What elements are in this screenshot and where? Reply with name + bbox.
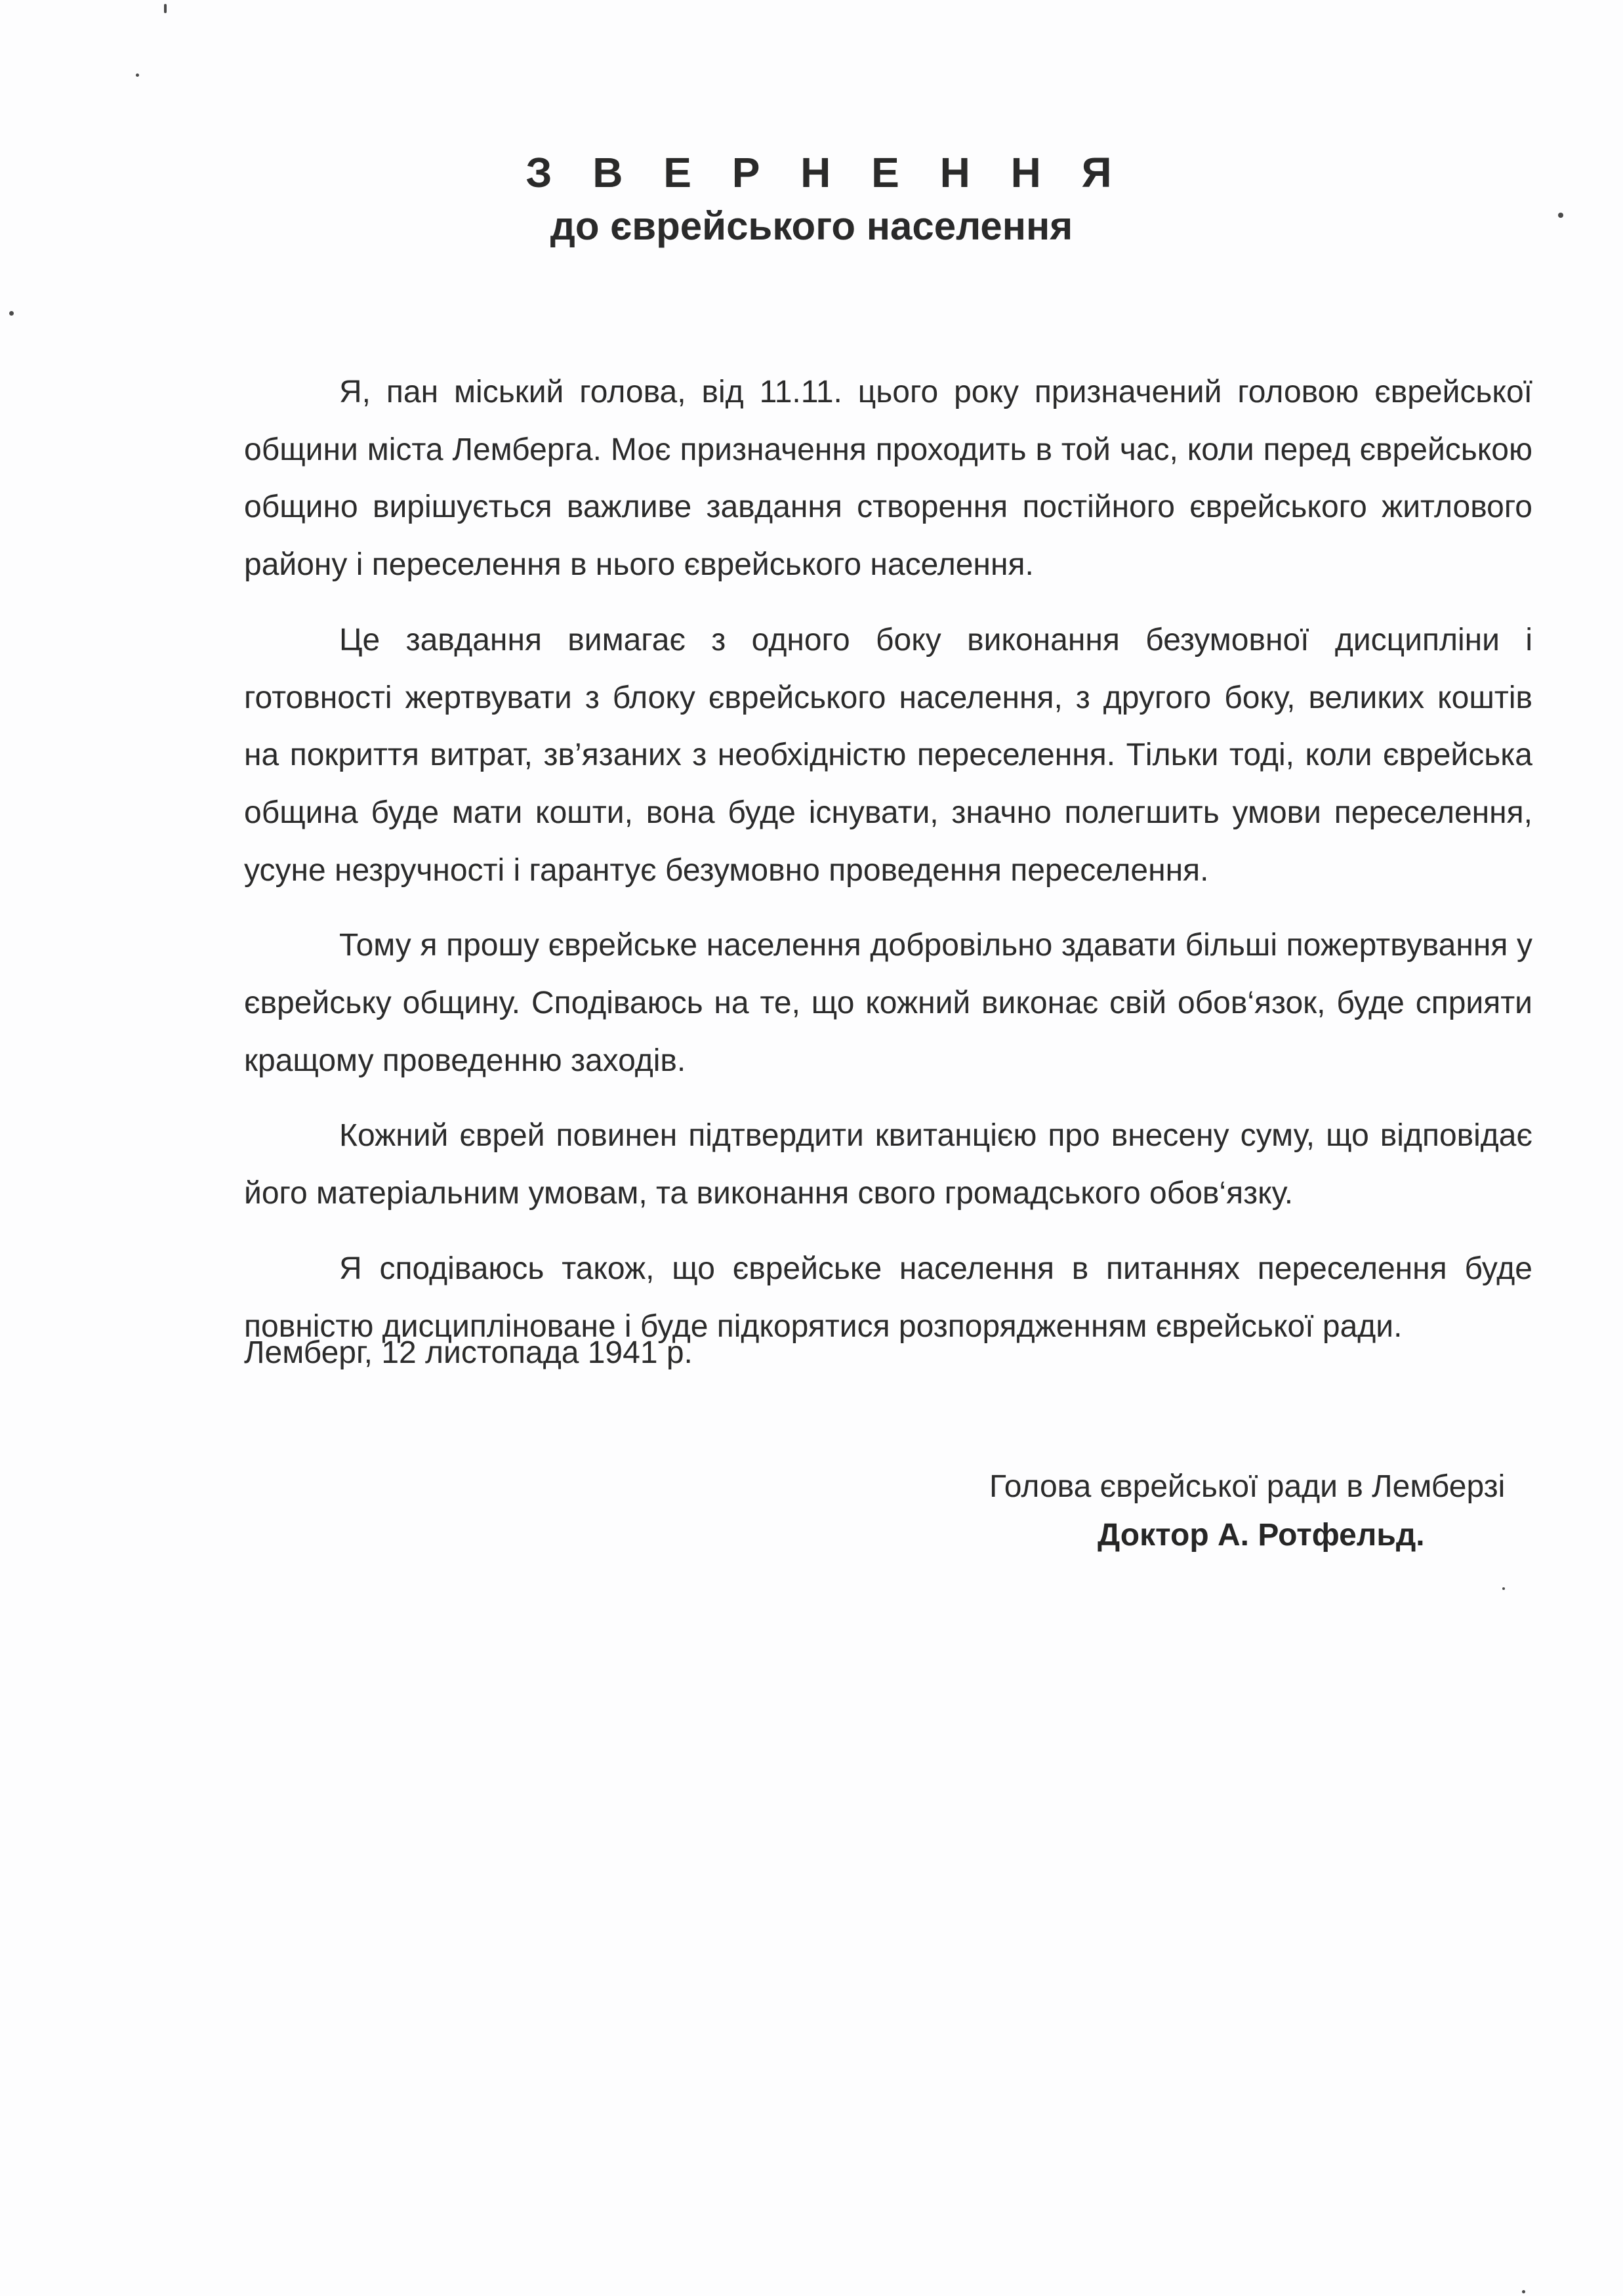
document-body (244, 364, 1532, 1373)
scan-speck (1522, 2290, 1525, 2293)
body-paragraph-2: Це завдання вимагає з одного боку виконання безумовної дисципліни і готовності жертвувати з блоку єврейського населення, з другого боку, великих коштів на покриття витрат, зв’язаних з необхідністю переселення. Тільки тоді, коли єврейська община буде мати кошти, вона буде існувати, значно полегшить умови переселення, усуне незручності і гарантує безумовно проведення переселення. (244, 622, 1532, 888)
signature-role: Голова єврейської ради в Лемберзі (989, 1469, 1506, 1504)
body-paragraph-5: Я сподіваюсь також, що єврейське населення в питаннях переселення буде повністю дисципліноване і буде підкорятися розпорядженням єврейської ради. (244, 1251, 1532, 1344)
body-paragraph-4: Кожний єврей повинен підтвердити квитанцією про внесену суму, що відповідає його матеріальним умовам, та виконання свого громадського обов‘язку. (244, 1118, 1532, 1211)
scan-speck (1502, 1587, 1505, 1590)
document-title: З В Е Р Н Е Н Н Я (525, 149, 1126, 196)
scan-speck (164, 4, 167, 13)
body-paragraph-1: Я, пан міський голова, від 11.11. цього року призначений головою єврейської общини міста Лемберга. Моє призначення проходить в той час, коли перед єврейською общино вирішується важливе завдання створення постійного єврейського житлового району і переселення в нього єврейського населення. (244, 375, 1532, 583)
document-subtitle: до єврейського населення (550, 204, 1073, 248)
body-paragraph-3: Тому я прошу єврейське населення добровільно здавати більші пожертвування у єврейську общину. Сподіваюсь на те, що кожний виконає свій обов‘язок, буде сприяти кращому проведенню заходів. (244, 928, 1532, 1078)
scan-speck (136, 73, 139, 77)
signature-name: Доктор А. Ротфельд. (1098, 1518, 1425, 1553)
scan-speck (9, 311, 14, 316)
date-line: Лемберг, 12 листопада 1941 р. (244, 1335, 693, 1370)
